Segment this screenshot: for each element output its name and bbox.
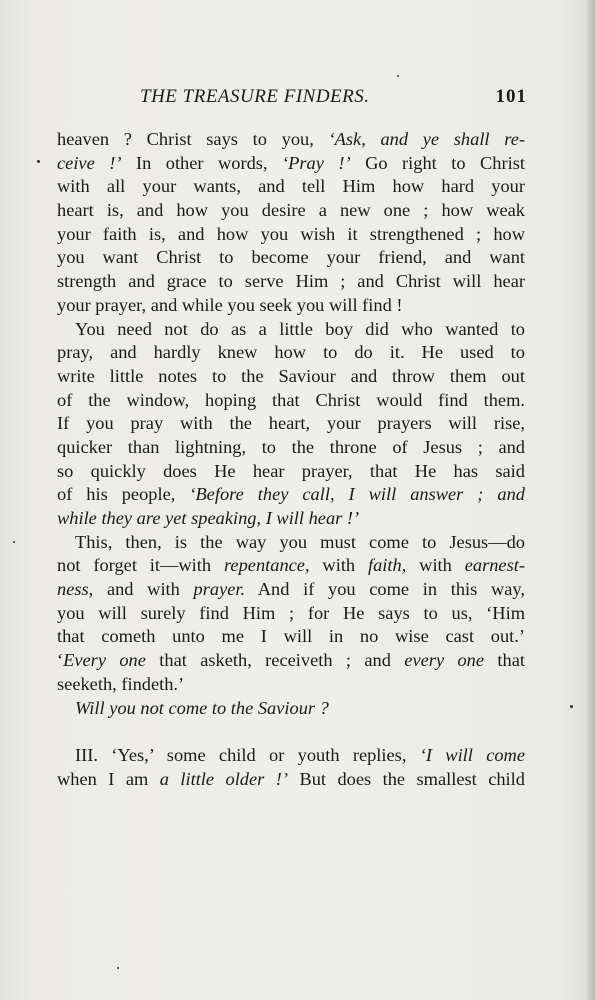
scan-speck: [397, 75, 399, 77]
text-run: ‘: [57, 650, 64, 671]
text-line: [57, 554, 525, 578]
italic-text: every one: [404, 650, 485, 671]
text-line: [57, 175, 525, 199]
text-line: [57, 128, 525, 152]
text-run: heart is, and how you desire a new one ; how weak: [57, 200, 525, 221]
italic-text: prayer.: [193, 579, 246, 600]
text-line: [57, 318, 525, 342]
running-head: [140, 86, 527, 112]
italic-text: Will you not come to the Saviour ?: [75, 697, 329, 718]
text-run: you will surely find Him ; for He says to us, ‘Him: [57, 602, 525, 623]
text-line: [57, 341, 525, 365]
text-run: of the window, hoping that Christ would find them.: [57, 389, 525, 410]
italic-text: ‘Ask, and ye shall re-: [328, 129, 525, 149]
text-run: quicker than lightning, to the throne of Jesus ; and: [57, 436, 525, 457]
text-run: you want Christ to become your friend, and want: [57, 247, 525, 268]
text-line: [57, 294, 525, 318]
text-run: of his people,: [57, 484, 190, 505]
text-run: And if you come in this way,: [245, 579, 525, 600]
italic-text: ‘I will come: [419, 744, 525, 765]
text-run: If you pray with the heart, your prayers will rise,: [57, 413, 525, 434]
text-line: [57, 649, 525, 673]
running-title: THE TREASURE FINDERS.: [140, 86, 370, 107]
text-line: [57, 246, 525, 270]
text-run: your prayer, and while you seek you will find !: [57, 294, 403, 315]
text-line: [57, 625, 525, 649]
text-line: [57, 531, 525, 555]
text-line: [57, 483, 525, 507]
text-line: [57, 199, 525, 223]
text-line: [57, 389, 525, 413]
text-run: so quickly does He hear prayer, that He has said: [57, 460, 525, 481]
text-run: pray, and hardly knew how to do it. He used to: [57, 342, 525, 363]
italic-text: repentance,: [223, 555, 310, 576]
text-run: strength and grace to serve Him ; and Christ will hear: [57, 271, 525, 292]
text-line: [57, 152, 525, 176]
italic-text: ‘Pray !’: [282, 152, 351, 173]
italic-text: Every one: [63, 650, 146, 671]
text-line: [57, 365, 525, 389]
text-run: heaven ? Christ says to you,: [57, 129, 329, 149]
text-run: write little notes to the Saviour and throw them out: [57, 365, 525, 386]
text-line: [57, 697, 525, 721]
text-run: your faith is, and how you wish it strengthened ; how: [57, 223, 525, 244]
text-run: This, then, is the way you must come to Jesus—do: [75, 531, 525, 552]
text-run: and with: [93, 579, 194, 600]
text-line: [57, 436, 525, 460]
body-text: [57, 128, 525, 791]
scan-speck: [37, 160, 40, 163]
italic-text: ceive !’: [57, 152, 122, 173]
italic-text: a little older !’: [159, 768, 289, 789]
text-run: III. ‘Yes,’ some child or youth replies,: [75, 744, 420, 765]
text-run: that cometh unto me I will in no wise cast out.’: [57, 626, 525, 647]
text-line: [57, 602, 525, 626]
text-line: [57, 223, 525, 247]
italic-text: while they are yet speaking, I will hear !’: [57, 508, 360, 528]
page-edge-shadow: [585, 0, 595, 1000]
text-run: with all your wants, and tell Him how hard your: [57, 176, 525, 197]
scan-speck: [570, 705, 573, 708]
text-line: [57, 768, 525, 792]
text-line: [57, 578, 525, 602]
italic-text: earnest-: [464, 555, 525, 576]
text-run: that: [484, 650, 525, 671]
italic-text: ‘Before they call, I will answer ; and: [189, 484, 525, 505]
text-run: when I am: [57, 768, 160, 789]
italic-text: ness,: [57, 579, 94, 600]
text-run: with: [309, 555, 368, 576]
text-line: [57, 673, 525, 697]
text-line: [57, 412, 525, 436]
text-run: not forget it—with: [57, 555, 224, 576]
text-run: seeketh, findeth.’: [57, 673, 185, 694]
text-line: [57, 270, 525, 294]
text-line: [57, 507, 525, 531]
text-line: [57, 460, 525, 484]
scan-speck: [117, 967, 119, 969]
text-run: You need not do as a little boy did who wanted to: [75, 318, 525, 339]
text-run: In other words,: [121, 152, 283, 173]
page-number: 101: [495, 86, 527, 107]
text-run: with: [406, 555, 465, 576]
text-run: that asketh, receiveth ; and: [145, 650, 405, 671]
text-run: Go right to Christ: [350, 152, 525, 173]
italic-text: faith,: [367, 555, 407, 576]
text-line: [57, 744, 525, 768]
scan-speck: [13, 541, 15, 543]
text-run: But does the smallest child: [288, 768, 525, 789]
